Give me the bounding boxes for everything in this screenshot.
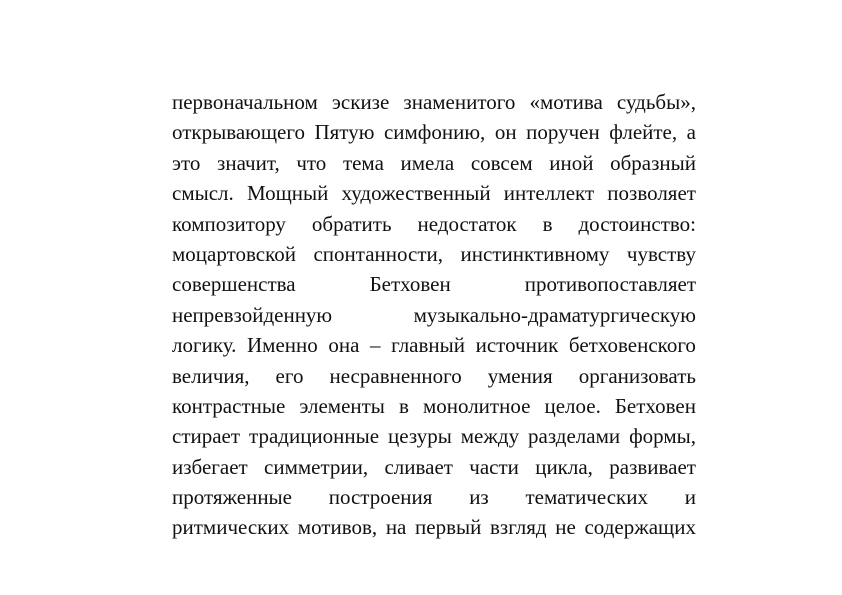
text-line [172,424,696,454]
text-line [172,272,696,302]
word: совсем [470,150,533,175]
word: она [328,333,360,358]
word: позволяет [607,181,696,206]
text-line [172,120,696,150]
word: судьбы», [616,90,696,114]
word: первоначальном [172,90,318,114]
text-line [172,212,696,242]
word: Бетховен [614,393,696,418]
word: имела [400,150,455,175]
word: он [494,120,517,145]
text-line [172,151,696,181]
word: между [460,424,520,449]
text-line [172,242,696,272]
word: чувству [626,241,696,266]
word: формы, [629,424,696,449]
word: монолитное [422,393,531,418]
word: и [684,485,696,510]
word: – [370,333,381,358]
word: на [385,515,407,540]
word: целое. [544,393,601,418]
word: непревзойденную [172,302,333,327]
word: в [398,393,409,418]
word: протяженные [172,485,292,510]
word: достоинство: [578,211,696,236]
word: контрастные [172,393,286,418]
word: недостаток [417,211,517,236]
word: противопоставляет [524,272,696,297]
text-line [172,394,696,424]
word: содержащих [584,515,696,540]
word: цезуры [388,424,452,449]
word: тематических [525,485,648,510]
word: мотивов, [297,515,378,540]
word: стирает [172,424,241,449]
word: логику. [172,333,237,358]
word: умения [487,363,553,388]
word: поручен [526,120,600,145]
word: источник [475,333,559,358]
word: организовать [578,363,696,388]
word: сливает [384,454,453,479]
word: в [542,211,553,236]
word: части [469,454,519,479]
text-line [172,333,696,363]
word: ритмических [172,515,290,540]
text-line [172,303,696,333]
word: первый [415,515,482,540]
word: художественный [341,181,491,206]
word: развивает [609,454,696,479]
word: из [469,485,489,510]
word: композитору [172,211,286,236]
word: флейте, [609,120,678,145]
word: знаменитого [403,90,516,114]
text-line [172,455,696,485]
word: его [275,363,304,388]
word: смысл. [172,181,234,206]
word: образный [610,150,696,175]
word: эскизе [331,90,390,114]
word: традиционные [249,424,380,449]
word: разделами [528,424,621,449]
word: совершенства [172,272,296,297]
word: музыкально-драматургическую [413,302,696,327]
word: это [172,150,201,175]
word: элементы [299,393,385,418]
word: величия, [172,363,250,388]
word: бетховенского [568,333,696,358]
word: инстинктивному [460,241,610,266]
word: не [555,515,576,540]
word: значит, [217,150,280,175]
word: обратить [311,211,392,236]
text-line [172,90,696,120]
word: что [296,150,327,175]
word: интеллект [503,181,595,206]
word: взгляд [490,515,547,540]
text-line [172,364,696,394]
word: Бетховен [369,272,451,297]
word: спонтанности, [313,241,444,266]
word: главный [391,333,466,358]
word: тема [342,150,384,175]
word: избегает [172,454,248,479]
word: «мотива [529,90,603,114]
word: открывающего [172,120,305,145]
word: Именно [247,333,318,358]
body-text [172,90,696,546]
word: симметрии, [264,454,369,479]
word: Пятую [314,120,375,145]
word: моцартовской [172,241,296,266]
word: несравненного [329,363,462,388]
text-line [172,485,696,515]
word: симфонию, [383,120,486,145]
text-line [172,181,696,211]
word: цикла, [535,454,593,479]
word: иной [549,150,594,175]
word: а [686,120,696,145]
text-line [172,515,696,545]
word: Мощный [246,181,329,206]
word: построения [328,485,433,510]
